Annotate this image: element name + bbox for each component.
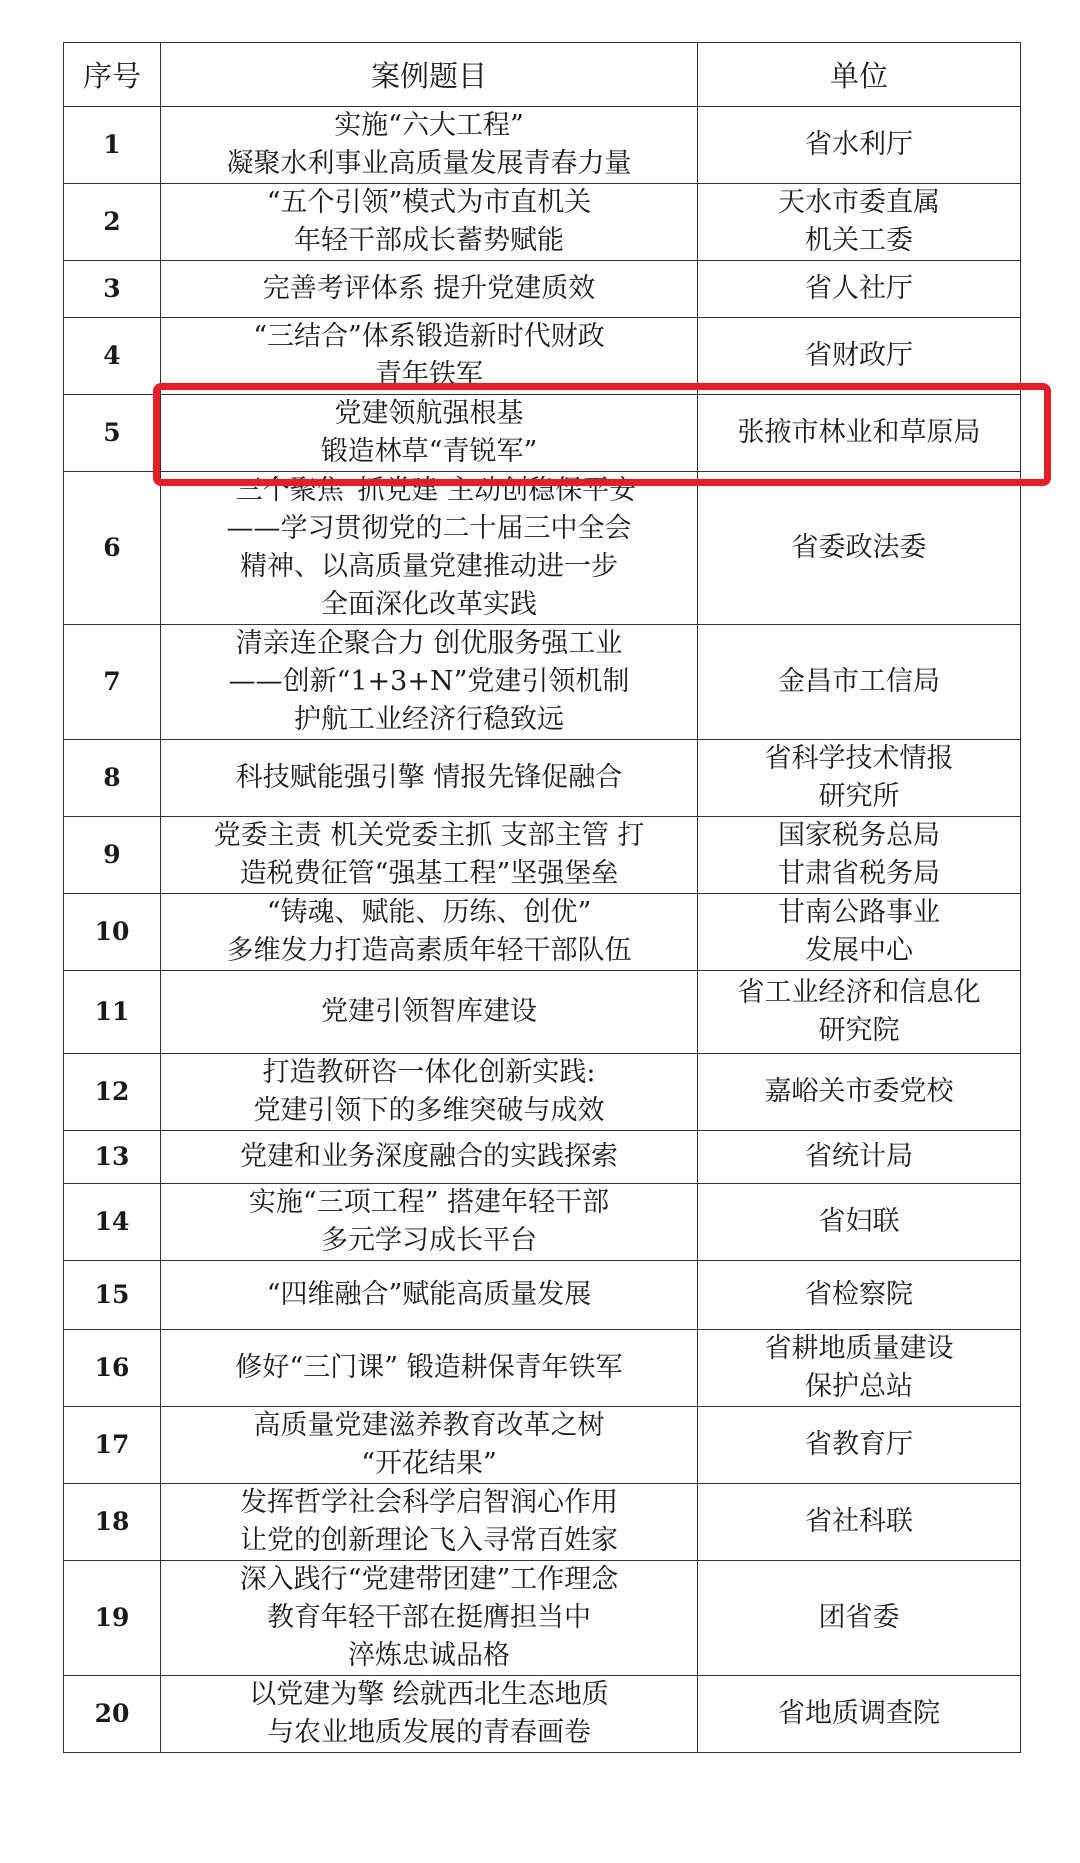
unit-name-line: 研究院 xyxy=(818,1015,900,1046)
unit-name-line: 省检察院 xyxy=(805,1279,913,1310)
row-index: 8 xyxy=(64,740,161,817)
unit-name-line: 省耕地质量建设 xyxy=(764,1333,954,1364)
case-title xyxy=(161,472,698,625)
table-row xyxy=(64,1261,1021,1330)
case-title-line: 发挥哲学社会科学启智润心作用 xyxy=(240,1487,618,1518)
case-title-line: “开花结果” xyxy=(361,1448,497,1479)
case-title-line: 造税费征管“强基工程”坚强堡垒 xyxy=(239,858,619,889)
case-title xyxy=(161,1261,698,1330)
case-title xyxy=(161,107,698,184)
case-title-line: 锻造林草“青锐军” xyxy=(320,436,538,467)
case-title xyxy=(161,1484,698,1561)
unit-name-line: 省人社厅 xyxy=(805,273,913,304)
case-title xyxy=(161,1131,698,1184)
case-title-line: 实施“六大工程” xyxy=(334,110,524,141)
unit-name xyxy=(698,894,1021,971)
case-title xyxy=(161,1184,698,1261)
table-row xyxy=(64,261,1021,318)
table-row xyxy=(64,1484,1021,1561)
table-row xyxy=(64,625,1021,740)
unit-name xyxy=(698,1676,1021,1753)
case-title xyxy=(161,1561,698,1676)
case-title-line: 党建引领智库建设 xyxy=(321,996,537,1027)
case-title-line: “五个引领”模式为市直机关 xyxy=(266,187,592,218)
case-title xyxy=(161,1407,698,1484)
header-unit: 单位 xyxy=(698,43,1021,107)
case-title xyxy=(161,1676,698,1753)
case-title-line: 党建引领下的多维突破与成效 xyxy=(253,1095,605,1126)
row-index: 15 xyxy=(64,1261,161,1330)
table-row xyxy=(64,971,1021,1054)
table-row xyxy=(64,1330,1021,1407)
table-body xyxy=(64,107,1021,1753)
row-index: 6 xyxy=(64,472,161,625)
unit-name-line: 省地质调查院 xyxy=(778,1698,940,1729)
case-title-line: 实施“三项工程” 搭建年轻干部 xyxy=(248,1187,610,1218)
row-index: 9 xyxy=(64,817,161,894)
case-title xyxy=(161,261,698,318)
table-row xyxy=(64,740,1021,817)
case-title-line: “三结合”体系锻造新时代财政 xyxy=(253,321,605,352)
case-title xyxy=(161,817,698,894)
table-row xyxy=(64,1407,1021,1484)
unit-name-line: 省妇联 xyxy=(818,1206,900,1237)
unit-name-line: 保护总站 xyxy=(805,1371,913,1402)
unit-name xyxy=(698,1561,1021,1676)
unit-name-line: 省教育厅 xyxy=(805,1429,913,1460)
table-row xyxy=(64,1676,1021,1753)
case-title-line: 精神、以高质量党建推动进一步 xyxy=(240,551,618,582)
table-row xyxy=(64,1184,1021,1261)
table-row xyxy=(64,894,1021,971)
unit-name-line: 张掖市林业和草原局 xyxy=(737,417,981,448)
table-row xyxy=(64,1131,1021,1184)
unit-name-line: 省工业经济和信息化 xyxy=(737,977,981,1008)
case-title-line: 完善考评体系 提升党建质效 xyxy=(262,273,596,304)
row-index: 14 xyxy=(64,1184,161,1261)
unit-name-line: 甘南公路事业 xyxy=(778,897,940,928)
header-title: 案例题目 xyxy=(161,43,698,107)
highlight-box xyxy=(153,383,1051,486)
unit-name xyxy=(698,472,1021,625)
table-row xyxy=(64,817,1021,894)
case-title-line: 多维发力打造高素质年轻干部队伍 xyxy=(226,935,632,966)
row-index: 18 xyxy=(64,1484,161,1561)
case-title xyxy=(161,625,698,740)
case-title xyxy=(161,740,698,817)
unit-name xyxy=(698,817,1021,894)
row-index: 12 xyxy=(64,1054,161,1131)
unit-name-line: 天水市委直属 xyxy=(778,187,940,218)
case-title-line: “三个聚焦”抓党建 主动创稳保平安 xyxy=(221,475,637,506)
case-title-line: 高质量党建滋养教育改革之树 xyxy=(253,1410,605,1441)
unit-name xyxy=(698,1407,1021,1484)
unit-name-line: 机关工委 xyxy=(805,225,913,256)
unit-name-line: 金昌市工信局 xyxy=(778,666,940,697)
unit-name-line: 团省委 xyxy=(818,1602,900,1633)
unit-name xyxy=(698,971,1021,1054)
unit-name xyxy=(698,1330,1021,1407)
case-title-line: 教育年轻干部在挺膺担当中 xyxy=(267,1602,591,1633)
unit-name xyxy=(698,1261,1021,1330)
case-title xyxy=(161,1054,698,1131)
unit-name xyxy=(698,107,1021,184)
row-index: 19 xyxy=(64,1561,161,1676)
case-title-line: 淬炼忠诚品格 xyxy=(348,1640,510,1671)
case-title-line: 清亲连企聚合力 创优服务强工业 xyxy=(235,628,623,659)
case-title-line: 青年铁军 xyxy=(375,359,483,390)
table-row xyxy=(64,107,1021,184)
case-title-line: 以党建为擎 绘就西北生态地质 xyxy=(249,1679,609,1710)
case-title-line: 打造教研咨一体化创新实践: xyxy=(262,1057,596,1088)
unit-name xyxy=(698,261,1021,318)
table-row xyxy=(64,184,1021,261)
case-title-line: ——学习贯彻党的二十届三中全会 xyxy=(226,513,632,544)
case-title-line: 党建和业务深度融合的实践探索 xyxy=(240,1141,618,1172)
unit-name-line: 发展中心 xyxy=(805,935,913,966)
unit-name-line: 省社科联 xyxy=(805,1506,913,1537)
case-title xyxy=(161,971,698,1054)
header-index: 序号 xyxy=(64,43,161,107)
case-title-line: 深入践行“党建带团建”工作理念 xyxy=(239,1564,619,1595)
case-title-line: 与农业地质发展的青春画卷 xyxy=(267,1717,591,1748)
case-title xyxy=(161,184,698,261)
unit-name-line: 研究所 xyxy=(818,781,900,812)
row-index: 11 xyxy=(64,971,161,1054)
row-index: 1 xyxy=(64,107,161,184)
case-title-line: 科技赋能强引擎 情报先锋促融合 xyxy=(235,762,623,793)
row-index: 13 xyxy=(64,1131,161,1184)
table-row xyxy=(64,1054,1021,1131)
row-index: 7 xyxy=(64,625,161,740)
case-title xyxy=(161,1330,698,1407)
row-index: 5 xyxy=(64,395,161,472)
row-index: 2 xyxy=(64,184,161,261)
unit-name xyxy=(698,184,1021,261)
row-index: 4 xyxy=(64,318,161,395)
case-title-line: ——创新“1+3+N”党建引领机制 xyxy=(228,666,630,697)
unit-name xyxy=(698,625,1021,740)
case-title-line: 护航工业经济行稳致远 xyxy=(294,704,564,735)
unit-name-line: 省统计局 xyxy=(805,1141,913,1172)
case-title-line: 让党的创新理论飞入寻常百姓家 xyxy=(240,1525,618,1556)
case-title-line: 凝聚水利事业高质量发展青春力量 xyxy=(226,148,632,179)
case-title-line: “四维融合”赋能高质量发展 xyxy=(266,1279,592,1310)
case-table xyxy=(63,42,1021,1753)
unit-name xyxy=(698,1184,1021,1261)
unit-name-line: 国家税务总局 xyxy=(778,820,940,851)
unit-name-line: 省水利厅 xyxy=(805,129,913,160)
table-row xyxy=(64,1561,1021,1676)
case-title-line: 多元学习成长平台 xyxy=(321,1225,537,1256)
case-title-line: 党建领航强根基 xyxy=(334,398,524,429)
case-title-line: 全面深化改革实践 xyxy=(321,589,537,620)
unit-name xyxy=(698,740,1021,817)
unit-name xyxy=(698,1054,1021,1131)
unit-name xyxy=(698,1484,1021,1561)
row-index: 17 xyxy=(64,1407,161,1484)
case-title-line: 年轻干部成长蓄势赋能 xyxy=(294,225,564,256)
unit-name xyxy=(698,1131,1021,1184)
table-row xyxy=(64,472,1021,625)
row-index: 20 xyxy=(64,1676,161,1753)
unit-name-line: 省财政厅 xyxy=(805,340,913,371)
case-title-line: “铸魂、赋能、历练、创优” xyxy=(266,897,592,928)
unit-name-line: 甘肃省税务局 xyxy=(778,858,940,889)
case-title xyxy=(161,894,698,971)
unit-name-line: 省科学技术情报 xyxy=(764,743,954,774)
unit-name-line: 省委政法委 xyxy=(791,532,927,563)
case-title-line: 修好“三门课” 锻造耕保青年铁军 xyxy=(235,1352,623,1383)
header-row xyxy=(64,43,1021,107)
row-index: 10 xyxy=(64,894,161,971)
row-index: 16 xyxy=(64,1330,161,1407)
unit-name-line: 嘉峪关市委党校 xyxy=(764,1076,954,1107)
case-title-line: 党委主责 机关党委主抓 支部主管 打 xyxy=(213,820,645,851)
row-index: 3 xyxy=(64,261,161,318)
